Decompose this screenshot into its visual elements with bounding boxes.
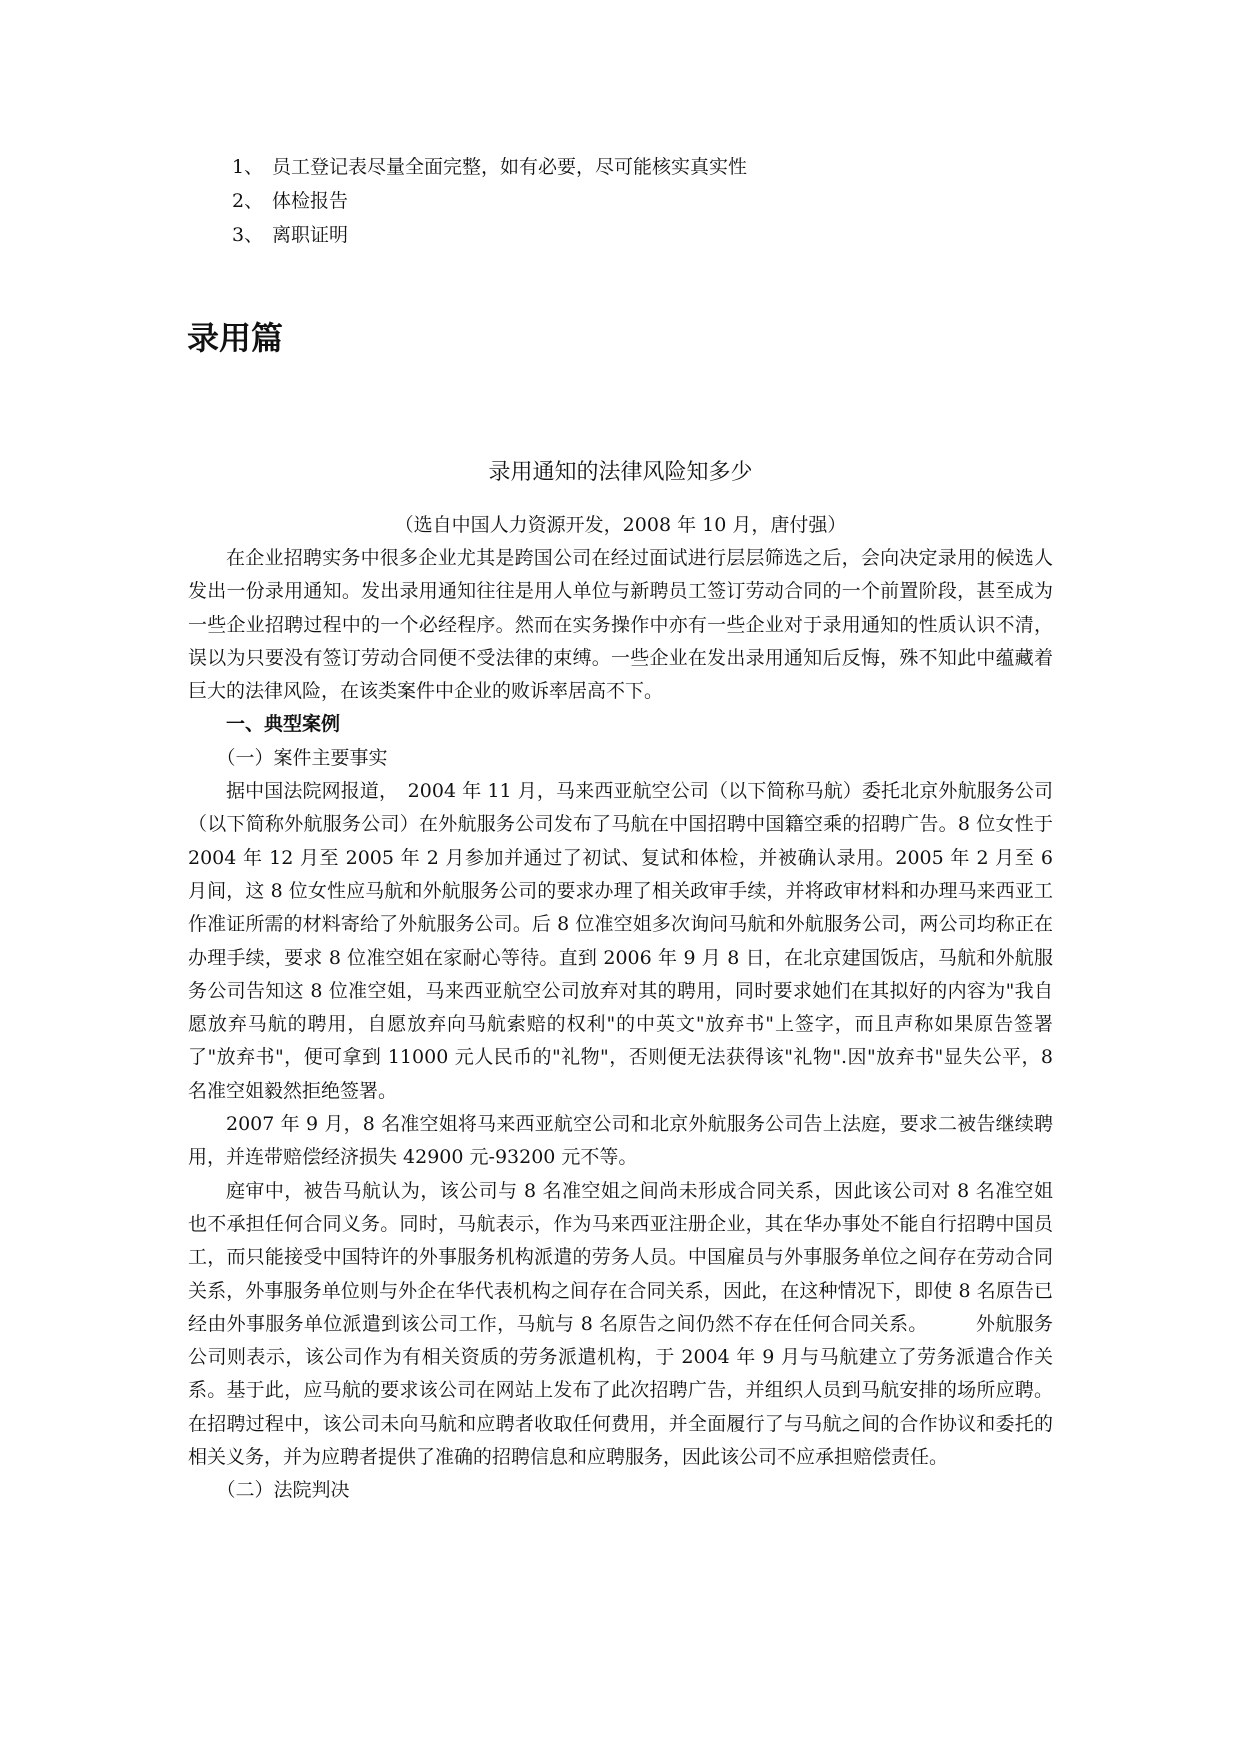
article-title: 录用通知的法律风险知多少 [488,460,753,485]
case-facts-paragraph: 据中国法院网报道， 2004 年 11 月，马来西亚航空公司（以下简称马航）委托北京外航服务公司（以下简称外航服务公司）在外航服务公司发布了马航在中国招聘中国籍空乘的招聘广告。8 位女性于 2004 年 12 月至 2005 年 2 月参加并通过了初试、复试和体检，并被确认录用。2005 年 2 月至 6 月间，这 8 位女性应马航和外航服务公司的要求办理了相关政审手续，并将政审材料和办理马来西亚工作准证所需的材料寄给了外航服务公司。后 8 位准空姐多次询问马航和外航服务公司，两公司均称正在办理手续，要求 8 位准空姐在家耐心等待。直到 2006 年 9 月 8 日，在北京建国饭店，马航和外航服务公司告知这 8 位准空姐，马来西亚航空公司放弃对其的聘用，同时要求她们在其拟好的内容为"我自愿放弃马航的聘用，自愿放弃向马航索赔的权利"的中英文"放弃书"上签字，而且声称如果原告签署了"放弃书"，便可拿到 11000 元人民币的"礼物"，否则便无法获得该"礼物".因"放弃书"显失公平，8 名准空姐毅然拒绝签署。 [188,780,1053,1102]
list-number: 3、 [232,224,264,246]
requirements-list [232,150,747,252]
list-item [232,184,747,218]
list-number: 1、 [232,156,264,178]
subheading-court-ruling: （二）法院判决 [216,1479,350,1502]
list-text: 离职证明 [272,224,349,246]
article-source: （选自中国人力资源开发，2008 年 10 月，唐付强） [394,514,847,536]
subheading-typical-cases: 一、典型案例 [226,713,341,736]
list-text: 体检报告 [272,190,349,212]
section-heading: 录用篇 [187,319,284,357]
article-body [188,542,1053,1508]
list-item [232,150,747,184]
list-text: 员工登记表尽量全面完整，如有必要，尽可能核实真实性 [272,156,748,178]
list-number: 2、 [232,190,264,212]
subheading-case-facts: （一）案件主要事实 [216,746,388,769]
trial-paragraph: 庭审中，被告马航认为，该公司与 8 名准空姐之间尚未形成合同关系，因此该公司对 8 名准空姐也不承担任何合同义务。同时，马航表示，作为马来西亚注册企业，其在华办事处不能自行招聘中国员工，而只能接受中国特许的外事服务机构派遣的劳务人员。中国雇员与外事服务单位之间存在劳动合同关系，外事服务单位则与外企在华代表机构之间存在合同关系，因此，在这种情况下，即使 8 名原告已经由外事服务单位派遣到该公司工作，马航与 8 名原告之间仍然不存在任何合同关系。 外航服务公司则表示，该公司作为有相关资质的劳务派遣机构，于 2004 年 9 月与马航建立了劳务派遣合作关系。基于此，应马航的要求该公司在网站上发布了此次招聘广告，并组织人员到马航安排的场所应聘。在招聘过程中，该公司未向马航和应聘者收取任何费用，并全面履行了与马航之间的合作协议和委托的相关义务，并为应聘者提供了准确的招聘信息和应聘服务，因此该公司不应承担赔偿责任。 [188,1179,1053,1469]
list-item [232,218,747,252]
intro-paragraph: 在企业招聘实务中很多企业尤其是跨国公司在经过面试进行层层筛选之后，会向决定录用的候选人发出一份录用通知。发出录用通知往往是用人单位与新聘员工签订劳动合同的一个前置阶段，甚至成为一些企业招聘过程中的一个必经程序。然而在实务操作中亦有一些企业对于录用通知的性质认识不清，误以为只要没有签订劳动合同便不受法律的束缚。一些企业在发出录用通知后反悔，殊不知此中蕴藏着巨大的法律风险，在该类案件中企业的败诉率居高不下。 [188,547,1053,703]
lawsuit-paragraph: 2007 年 9 月，8 名准空姐将马来西亚航空公司和北京外航服务公司告上法庭，要求二被告继续聘用，并连带赔偿经济损失 42900 元-93200 元不等。 [188,1113,1053,1169]
